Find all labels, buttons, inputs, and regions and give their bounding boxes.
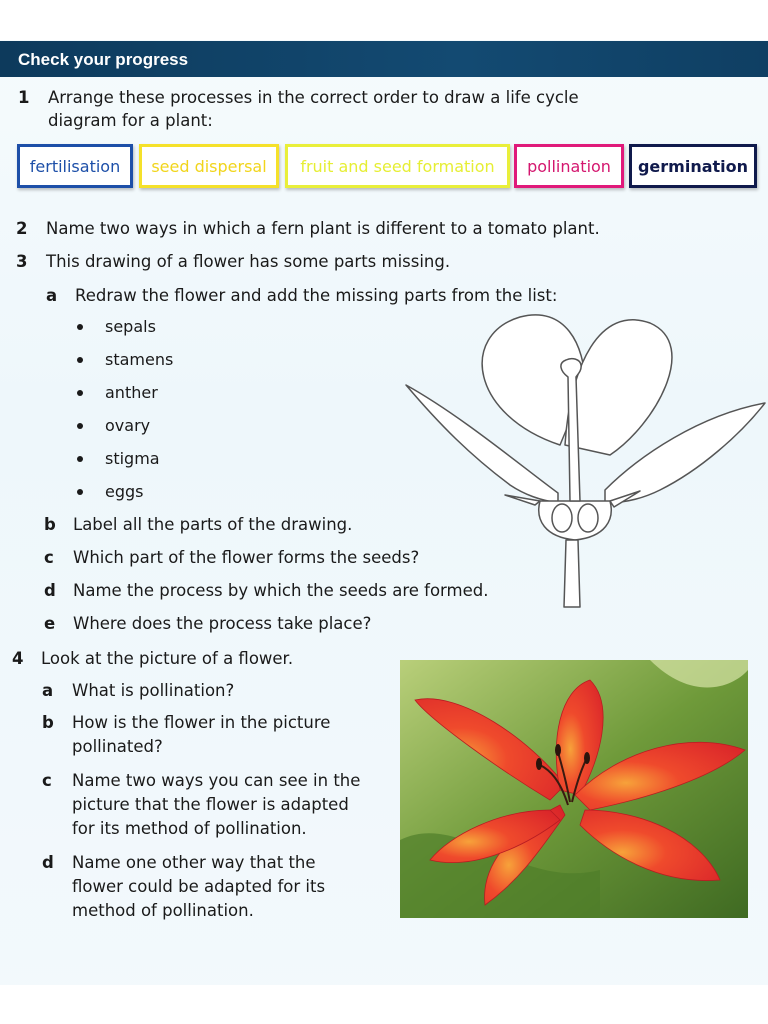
lily-flower-photo	[400, 660, 748, 918]
q4b-text-line2: pollinated?	[72, 737, 163, 756]
ovule-left	[552, 504, 572, 532]
flower-receptacle	[539, 501, 611, 540]
q1-text-line1: Arrange these processes in the correct order to draw a life cycle	[48, 88, 579, 107]
q1-text-line2: diagram for a plant:	[48, 111, 213, 130]
flower-diagram	[400, 305, 768, 615]
q4b-text-line1: How is the flower in the picture	[72, 713, 331, 732]
q3d-text: Name the process by which the seeds are formed.	[73, 581, 489, 600]
q3c-text: Which part of the flower forms the seeds?	[73, 548, 420, 567]
q2-number: 2	[16, 219, 28, 238]
petal-right	[565, 320, 672, 455]
q3e-letter: e	[44, 614, 56, 633]
q4d-letter: d	[42, 853, 54, 872]
q4-text: Look at the picture of a flower.	[41, 649, 294, 668]
q4c-text-line2: picture that the flower is adapted	[72, 795, 349, 814]
q3d-letter: d	[44, 581, 56, 600]
q4d-text-line2: flower could be adapted for its	[72, 877, 326, 896]
q4-number: 4	[12, 649, 24, 668]
q4b-letter: b	[42, 713, 54, 732]
q4d-text-line3: method of pollination.	[72, 901, 254, 920]
process-box-fertilisation: fertilisation	[17, 144, 133, 188]
q4a-text: What is pollination?	[72, 681, 235, 700]
page-top-margin	[0, 0, 768, 40]
q4c-letter: c	[42, 771, 52, 790]
q1-number: 1	[18, 88, 30, 107]
q3a-text: Redraw the flower and add the missing parts from the list:	[75, 286, 558, 305]
process-box-germination: germination	[629, 144, 757, 188]
q3c-letter: c	[44, 548, 54, 567]
q4c-text-line1: Name two ways you can see in the	[72, 771, 361, 790]
q4d-text-line1: Name one other way that the	[72, 853, 316, 872]
flower-stalk	[564, 540, 580, 607]
q4a-letter: a	[42, 681, 54, 700]
q3e-text: Where does the process take place?	[73, 614, 372, 633]
process-box-seed-dispersal: seed dispersal	[139, 144, 279, 188]
q3a-letter: a	[46, 286, 58, 305]
list-item-sepals: sepals	[105, 317, 156, 336]
section-header	[0, 41, 768, 77]
list-item-stigma: stigma	[105, 449, 160, 468]
list-item-ovary: ovary	[105, 416, 151, 435]
q3b-letter: b	[44, 515, 56, 534]
q3-number: 3	[16, 252, 28, 271]
q2-text: Name two ways in which a fern plant is different to a tomato plant.	[46, 219, 600, 238]
process-box-fruit-seed-formation: fruit and seed formation	[285, 144, 510, 188]
q3b-text: Label all the parts of the drawing.	[73, 515, 353, 534]
list-item-eggs: eggs	[105, 482, 144, 501]
q3-text: This drawing of a flower has some parts missing.	[46, 252, 451, 271]
ovule-right	[578, 504, 598, 532]
list-item-stamens: stamens	[105, 350, 174, 369]
list-item-anther: anther	[105, 383, 158, 402]
process-box-pollination: pollination	[514, 144, 624, 188]
section-title: Check your progress	[18, 50, 189, 69]
q4c-text-line3: for its method of pollination.	[72, 819, 307, 838]
page-bottom-margin	[0, 985, 768, 1024]
